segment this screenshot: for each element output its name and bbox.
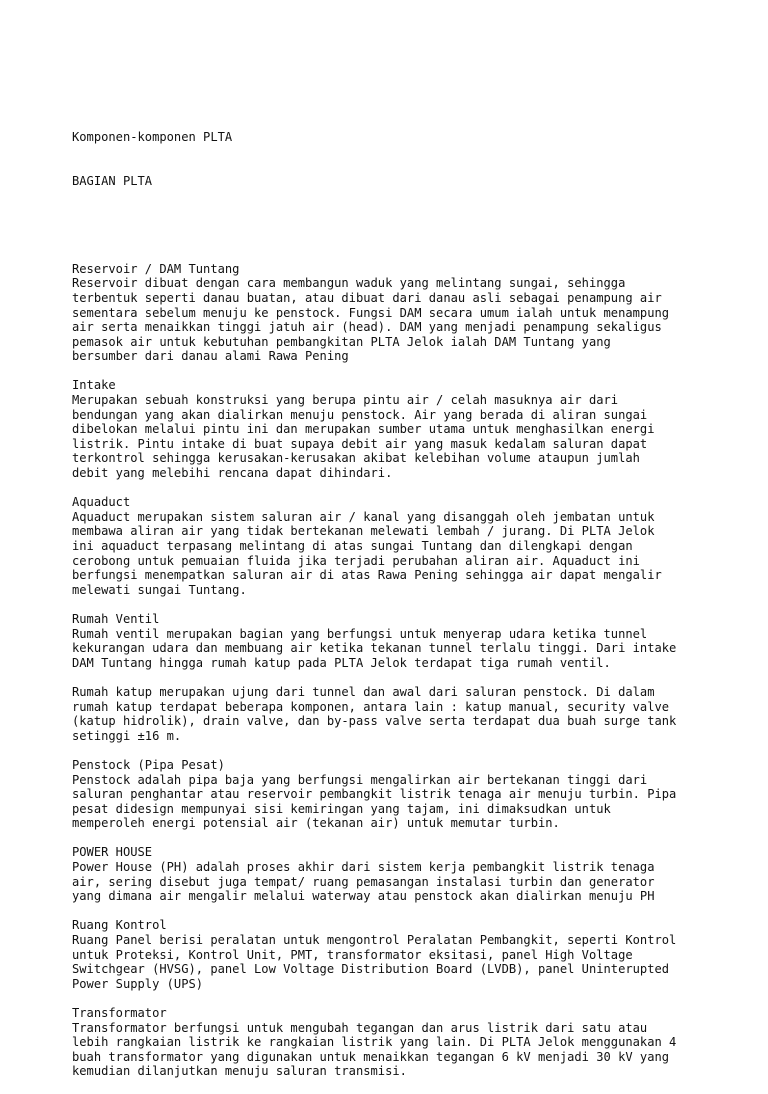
paragraph-line: memperoleh energi potensial air (tekanan air) untuk memutar turbin. <box>72 816 560 831</box>
paragraph-line: kekurangan udara dan membuang air ketika tekanan tunnel terlalu tinggi. Dari intake <box>72 641 677 656</box>
document-section <box>72 845 712 903</box>
paragraph-line: saluran penghantar atau reservoir pembangkit listrik tenaga air menuju turbin. Pipa <box>72 787 677 802</box>
paragraph-line: lebih rangkaian listrik ke rangkaian listrik yang lain. Di PLTA Jelok menggunakan 4 <box>72 1035 677 1050</box>
paragraph-line: setinggi ±16 m. <box>72 728 182 743</box>
paragraph-line: sementara sebelum menuju ke penstock. Fungsi DAM secara umum ialah untuk menampung <box>72 305 670 320</box>
paragraph-line: dibelokan melalui pintu ini dan merupakan sumber utama untuk menghasilkan energi <box>72 422 655 437</box>
paragraph-line: Aquaduct merupakan sistem saluran air / kanal yang disanggah oleh jembatan untuk <box>72 509 655 524</box>
section-heading: Penstock (Pipa Pesat) <box>72 757 225 772</box>
document-section <box>72 262 712 364</box>
paragraph-line: Penstock adalah pipa baja yang berfungsi mengalirkan air bertekanan tinggi dari <box>72 772 648 787</box>
section-heading: POWER HOUSE <box>72 845 153 860</box>
document-section <box>72 918 712 991</box>
paragraph-line: berfungsi menempatkan saluran air di atas Rawa Pening sehingga air dapat mengalir <box>72 568 662 583</box>
paragraph-line: pemasok air untuk kebutuhan pembangkitan PLTA Jelok ialah DAM Tuntang yang <box>72 334 611 349</box>
section-heading: Aquaduct <box>72 495 131 510</box>
section-heading: Rumah Ventil <box>72 611 160 626</box>
paragraph-line: air serta menaikkan tinggi jatuh air (head). DAM yang menjadi penampung sekaligus <box>72 320 662 335</box>
document-section <box>72 758 712 831</box>
document-section <box>72 685 712 743</box>
paragraph-line: terkontrol sehingga kerusakan-kerusakan akibat kelebihan volume ataupun jumlah <box>72 451 640 466</box>
section-heading: Intake <box>72 378 116 393</box>
paragraph-line: bendungan yang akan dialirkan menuju penstock. Air yang berada di aliran sungai <box>72 407 648 422</box>
paragraph-line: Reservoir dibuat dengan cara membangun waduk yang melintang sungai, sehingga <box>72 276 626 291</box>
paragraph-line: air, sering disebut juga tempat/ ruang pemasangan instalasi turbin dan generator <box>72 874 655 889</box>
document-section <box>72 378 712 480</box>
paragraph-line: membawa aliran air yang tidak bertekanan melewati lembah / jurang. Di PLTA Jelok <box>72 524 655 539</box>
paragraph-line: (katup hidrolik), drain valve, dan by-pass valve serta terdapat dua buah surge tank <box>72 714 677 729</box>
paragraph-line: terbentuk seperti danau buatan, atau dibuat dari danau asli sebagai penampung air <box>72 290 662 305</box>
paragraph-line: buah transformator yang digunakan untuk menaikkan tegangan 6 kV menjadi 30 kV yang <box>72 1049 670 1064</box>
paragraph-line: rumah katup terdapat beberapa komponen, antara lain : katup manual, security valve <box>72 699 670 714</box>
document-title: Komponen-komponen PLTA <box>72 130 233 145</box>
paragraph-line: Rumah ventil merupakan bagian yang berfungsi untuk menyerap udara ketika tunnel <box>72 626 648 641</box>
document-subtitle: BAGIAN PLTA <box>72 174 153 189</box>
document-sections <box>72 262 712 1079</box>
document-section <box>72 612 712 670</box>
paragraph-line: DAM Tuntang hingga rumah katup pada PLTA Jelok terdapat tiga rumah ventil. <box>72 655 611 670</box>
paragraph-line: cerobong untuk pemuaian fluida jika terjadi perubahan aliran air. Aquaduct ini <box>72 553 640 568</box>
paragraph-line: pesat didesign mempunyai sisi kemiringan yang tajam, ini dimaksudkan untuk <box>72 801 611 816</box>
paragraph-line: Rumah katup merupakan ujung dari tunnel dan awal dari saluran penstock. Di dalam <box>72 684 655 699</box>
paragraph-line: melewati sungai Tuntang. <box>72 582 247 597</box>
paragraph-line: untuk Proteksi, Kontrol Unit, PMT, transformator eksitasi, panel High Voltage <box>72 947 633 962</box>
paragraph-line: debit yang melebihi rencana dapat dihindari. <box>72 466 393 481</box>
document-section <box>72 495 712 597</box>
paragraph-line: Ruang Panel berisi peralatan untuk mengontrol Peralatan Pembangkit, seperti Kontrol <box>72 933 677 948</box>
paragraph-line: kemudian dilanjutkan menuju saluran transmisi. <box>72 1064 407 1079</box>
paragraph-line: bersumber dari danau alami Rawa Pening <box>72 349 349 364</box>
section-heading: Reservoir / DAM Tuntang <box>72 261 240 276</box>
paragraph-line: Transformator berfungsi untuk mengubah tegangan dan arus listrik dari satu atau <box>72 1020 648 1035</box>
paragraph-line: Switchgear (HVSG), panel Low Voltage Distribution Board (LVDB), panel Uninterupted <box>72 962 670 977</box>
paragraph-line: yang dimana air mengalir melalui waterway atau penstock akan dialirkan menuju PH <box>72 889 655 904</box>
paragraph-line: ini aquaduct terpasang melintang di atas sungai Tuntang dan dilengkapi dengan <box>72 539 633 553</box>
paragraph-line: listrik. Pintu intake di buat supaya debit air yang masuk kedalam saluran dapat <box>72 436 648 451</box>
document-section <box>72 1006 712 1079</box>
section-heading: Ruang Kontrol <box>72 918 167 933</box>
paragraph-line: Power Supply (UPS) <box>72 976 204 991</box>
paragraph-line: Merupakan sebuah konstruksi yang berupa pintu air / celah masuknya air dari <box>72 393 619 408</box>
paragraph-line: Power House (PH) adalah proses akhir dari sistem kerja pembangkit listrik tenaga <box>72 860 655 875</box>
document-page <box>72 72 712 1094</box>
document-header <box>72 101 712 218</box>
section-heading: Transformator <box>72 1006 167 1020</box>
